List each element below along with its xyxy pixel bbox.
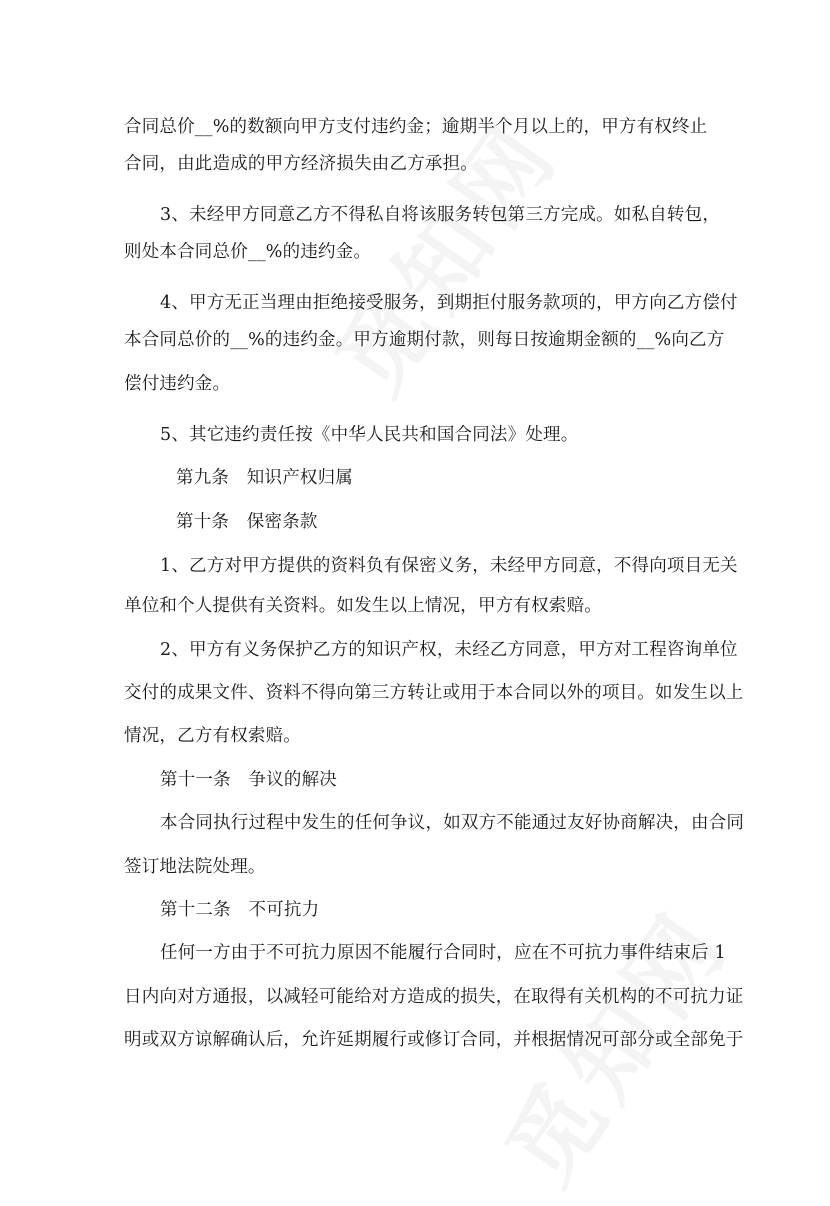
paragraph-line: 日内向对方通报，以减轻可能给对方造成的损失，在取得有关机构的不可抗力证 [124,987,744,1007]
paragraph-line: 情况，乙方有权索赔。 [124,726,301,746]
paragraph-line: 合同总价__%的数额向甲方支付违约金；逾期半个月以上的，甲方有权终止 [124,117,708,137]
paragraph-line: 本合同执行过程中发生的任何争议，如双方不能通过友好协商解决，由合同 [160,813,745,833]
paragraph-line: 1、乙方对甲方提供的资料负有保密义务，未经甲方同意，不得向项目无关 [160,556,738,576]
paragraph-line: 3、未经甲方同意乙方不得私自将该服务转包第三方完成。如私自转包， [160,205,721,225]
paragraph-line: 任何一方由于不可抗力原因不能履行合同时，应在不可抗力事件结束后 1 [160,943,726,963]
paragraph-line: 则处本合同总价__%的违约金。 [124,242,372,262]
section-heading: 第十二条 不可抗力 [160,900,320,920]
paragraph-line: 签订地法院处理。 [124,857,266,877]
paragraph-line: 4、甲方无正当理由拒绝接受服务，到期拒付服务款项的，甲方向乙方偿付 [160,293,738,313]
paragraph-line: 2、甲方有义务保护乙方的知识产权，未经乙方同意，甲方对工程咨询单位 [160,640,738,660]
section-heading: 第十一条 争议的解决 [160,770,337,790]
section-heading: 第九条 知识产权归属 [176,468,353,488]
paragraph-line: 单位和个人提供有关资料。如发生以上情况，甲方有权索赔。 [124,596,602,616]
paragraph-line: 明或双方谅解确认后，允许延期履行或修订合同，并根据情况可部分或全部免于 [124,1030,744,1050]
section-heading: 第十条 保密条款 [176,512,318,532]
paragraph-line: 本合同总价的__%的违约金。甲方逾期付款，则每日按逾期金额的__%向乙方 [124,330,725,350]
paragraph-line: 交付的成果文件、资料不得向第三方转让或用于本合同以外的项目。如发生以上 [124,683,744,703]
paragraph-line: 5、其它违约责任按《中华人民共和国合同法》处理。 [160,425,579,445]
paragraph-line: 合同，由此造成的甲方经济损失由乙方承担。 [124,154,478,174]
paragraph-line: 偿付违约金。 [124,374,231,394]
